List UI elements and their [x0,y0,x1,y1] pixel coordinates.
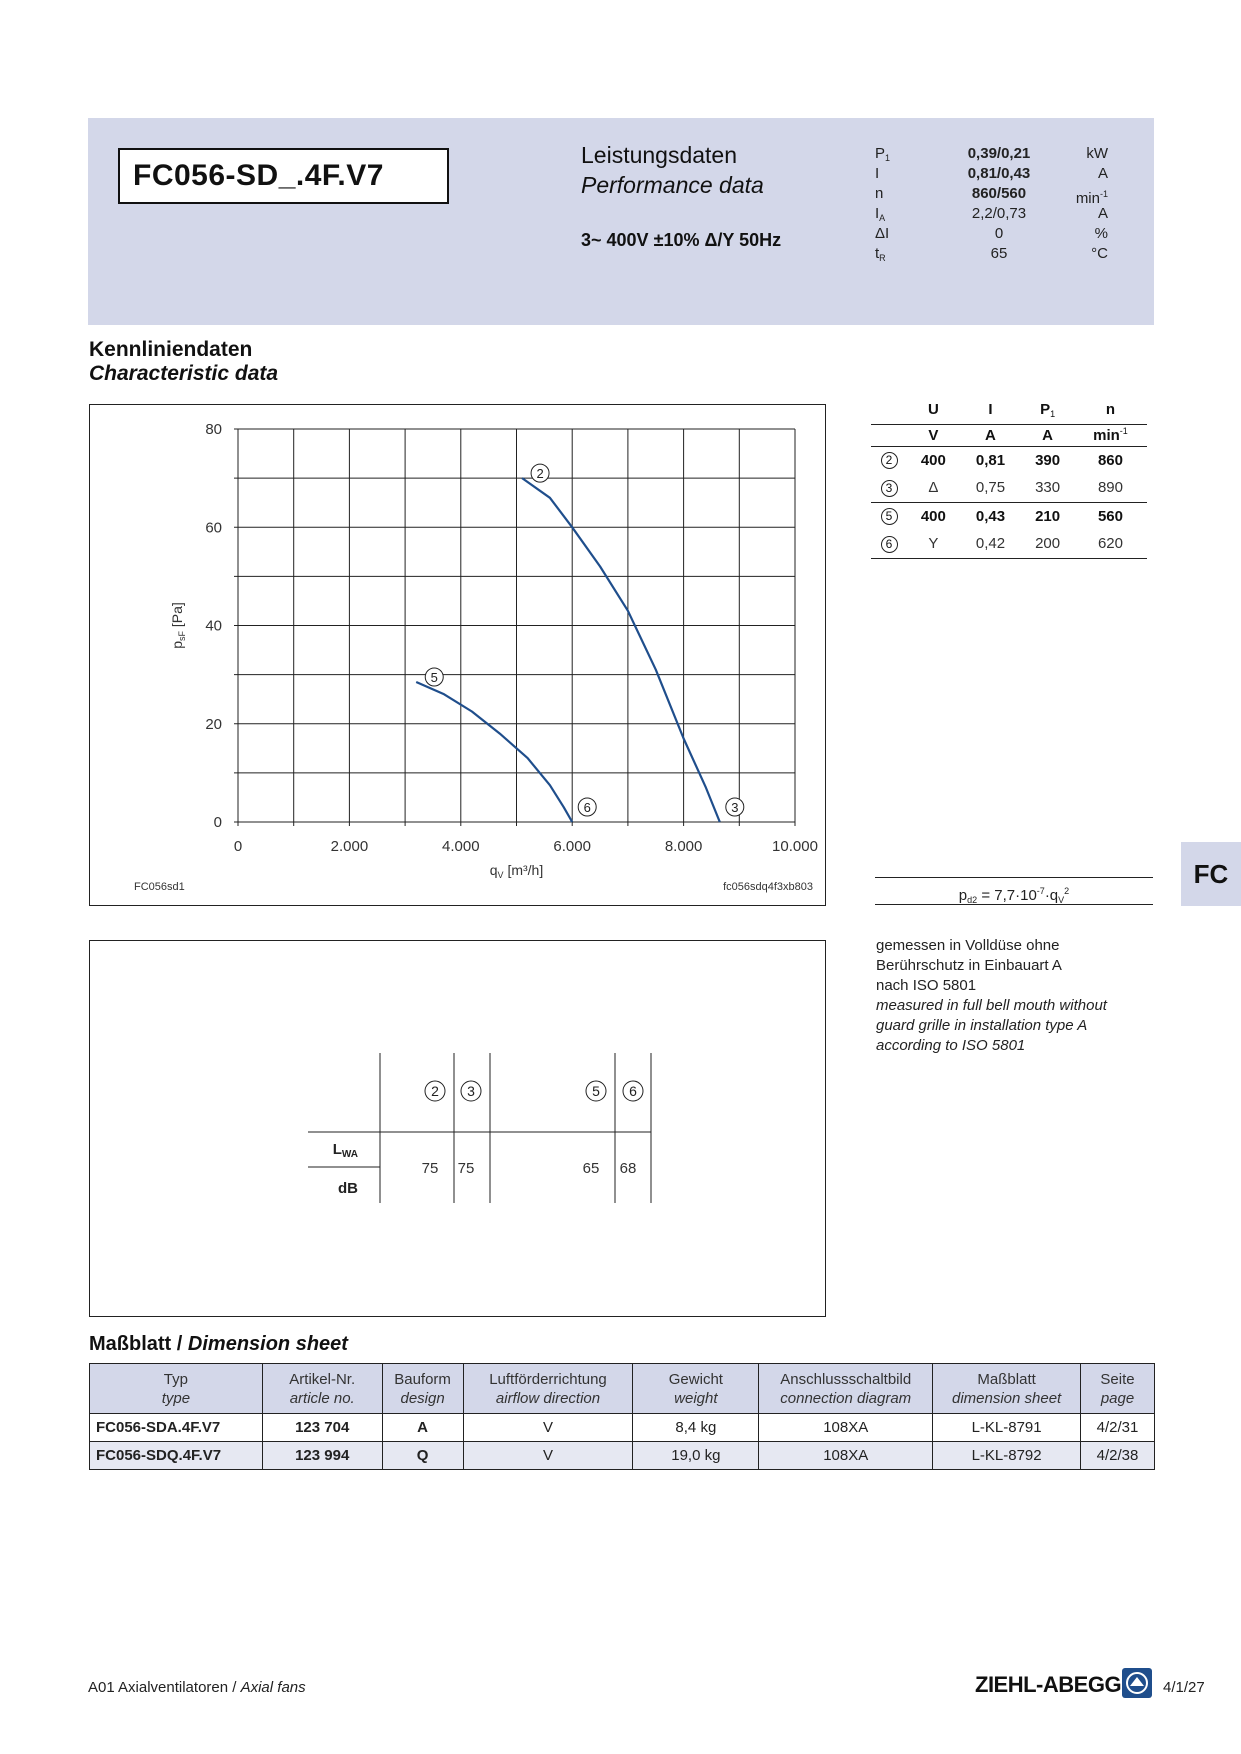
dimension-row[interactable] [90,1414,1155,1442]
curve-marker [531,464,549,482]
spec-unit: kW [1086,145,1108,162]
curve-marker-label: 5 [430,669,438,685]
char-table-row [871,474,1147,502]
fan-curve-line [416,682,572,822]
dimension-cell: L-KL-8792 [933,1442,1081,1470]
dimension-header-cell: Artikel-Nr. article no. [262,1364,382,1414]
char-cell-u: Δ [907,474,960,502]
char-table-row [871,446,1147,474]
char-cell-p: 210 [1035,507,1061,525]
dimension-title-de: Maßblatt / [89,1333,183,1355]
dimension-cell: Q [382,1442,463,1470]
char-unit-cell: A [960,424,1022,446]
char-table-row [871,502,1147,530]
dimension-cell: 108XA [759,1442,933,1470]
spec-unit: A [1097,205,1108,222]
spec-value: 0,39/0,21 [967,145,1031,162]
y-tick-label: 40 [205,617,222,635]
dimension-cell: 123 994 [262,1442,382,1470]
dimension-table-wrap [89,1363,1155,1470]
char-cell-u: 400 [920,507,946,525]
char-cell-i: 0,42 [960,530,1022,558]
dimension-cell: 4/2/38 [1081,1442,1155,1470]
note-line: nach ISO 5801 [876,977,977,994]
spec-value: 2,2/0,73 [971,205,1027,222]
characteristic-table-wrap [871,396,1147,559]
y-tick-label: 20 [205,715,222,733]
model-title: FC056-SD_.4F.V7 [118,148,449,204]
dimension-cell: 8,4 kg [633,1414,759,1442]
char-row-mark: 2 [871,446,907,474]
chart-left-label: FC056sd1 [134,881,185,893]
dimension-header-cell: Typ type [90,1364,263,1414]
dimension-cell: 123 704 [262,1414,382,1442]
dimension-header-cell: Seite page [1081,1364,1155,1414]
noise-value: 75 [421,1160,439,1177]
spec-value: 65 [990,245,1008,262]
char-row-mark: 5 [871,502,907,530]
char-cell-u: 400 [920,451,946,469]
chart-right-label: fc056sdq4f3xb803 [723,881,813,893]
char-cell-n: 860 [1097,451,1123,469]
fan-curve-line [522,478,720,822]
spec-unit: °C [1091,245,1108,262]
dimension-header-cell: Maßblatt dimension sheet [933,1364,1081,1414]
char-unit-cell: A [1021,424,1074,446]
noise-marker-label: 5 [592,1083,600,1099]
char-cell-i: 0,43 [975,507,1006,525]
char-row-mark: 3 [871,474,907,502]
footer-category-en: Axial fans [240,1679,306,1696]
char-cell-n: 620 [1074,530,1147,558]
x-tick-label: 2.000 [330,838,369,855]
dimension-cell: 4/2/31 [1081,1414,1155,1442]
spec-value: 860/560 [971,185,1027,202]
x-tick-label: 10.000 [772,838,818,855]
char-cell-n: 560 [1097,507,1123,525]
note-line: measured in full bell mouth without [876,997,1107,1014]
spec-unit: % [1094,225,1108,242]
dimension-cell: V [463,1414,633,1442]
spec-unit: $\min^{-1}$ [1075,189,1108,207]
noise-marker-label: 2 [431,1083,439,1099]
characteristic-heading [89,338,278,386]
char-header-cell: U [927,401,939,419]
x-tick-label: 0 [233,838,243,855]
noise-value: 68 [619,1160,637,1177]
y-tick-label: 80 [205,421,222,438]
noise-label: $L_{WA}$ [332,1141,358,1160]
dimension-cell: A [382,1414,463,1442]
spec-value: 0,81/0,43 [967,165,1031,182]
dimension-header-cell: Luftförderrichtung airflow direction [463,1364,633,1414]
dimension-cell: L-KL-8791 [933,1414,1081,1442]
spec-value: 0 [994,225,1004,242]
spec-symbol: n [875,185,884,202]
char-header-cell: I [988,401,993,419]
characteristic-title-de: Kennliniendaten [89,338,253,361]
measurement-note [876,936,1166,1056]
dimension-header-row [90,1364,1155,1414]
curve-marker [578,798,596,816]
char-unit-cell: $\min^{-1}$ [1074,424,1147,446]
note-line: according to ISO 5801 [876,1037,1026,1054]
spec-symbol: $t_R$ [875,245,886,263]
curve-marker [425,668,443,686]
char-table-header [871,396,1147,424]
curve-marker-label: 6 [583,800,591,815]
spec-units [1060,144,1108,264]
spec-unit: A [1097,165,1108,182]
noise-frame [89,940,826,1317]
characteristic-table [871,396,1147,559]
brand-logo-icon [1122,1668,1152,1698]
dimension-header-cell: Bauform design [382,1364,463,1414]
dimension-heading [89,1333,348,1356]
dimension-header-cell: Gewicht weight [633,1364,759,1414]
note-line: Berührschutz in Einbauart A [876,957,1062,974]
x-axis-label: $q_V$ [m³/h] [489,862,544,880]
voltage-rating: 3~ 400V ±10% Δ/Y 50Hz [581,230,782,250]
char-cell-u: Y [907,530,960,558]
footer-category-de: A01 Axialventilatoren / [88,1679,241,1696]
char-cell-i: 0,81 [975,451,1006,469]
char-header-blank [871,396,907,424]
char-cell-p: 330 [1021,474,1074,502]
dimension-table [89,1363,1155,1470]
char-row-mark: 6 [871,530,907,558]
noise-table [90,941,825,1316]
char-cell-p: 390 [1035,451,1061,469]
dimension-row[interactable] [90,1442,1155,1470]
fan-curve-chart [90,405,825,905]
char-cell-p: 200 [1021,530,1074,558]
char-cell-n: 890 [1074,474,1147,502]
spec-symbol: ΔI [875,225,890,242]
dimension-cell: 108XA [759,1414,933,1442]
noise-marker-label: 3 [467,1083,475,1099]
dimension-cell: V [463,1442,633,1470]
char-header-cell: $P_1$ [1040,400,1056,419]
noise-marker-label: 6 [629,1083,637,1099]
char-unit-cell: V [907,424,960,446]
char-header-cell: n [1105,401,1116,419]
chart-frame [89,404,826,906]
dimension-cell: FC056-SDA.4F.V7 [90,1414,263,1442]
y-tick-label: 60 [205,519,222,537]
spec-symbol: I [875,165,880,182]
curve-marker-label: 3 [731,800,739,815]
char-table-units [871,424,1147,446]
curve-marker-label: 2 [536,466,544,482]
spec-symbols [875,144,915,264]
note-line: guard grille in installation type A [876,1017,1088,1034]
y-tick-label: 0 [213,814,222,831]
curve-marker [726,798,744,816]
spec-values [950,144,1048,264]
dimension-title-en: Dimension sheet [187,1333,348,1355]
char-cell-i: 0,75 [960,474,1022,502]
footer-category [88,1679,306,1696]
x-tick-label: 4.000 [442,838,480,855]
noise-value: 65 [582,1160,600,1177]
x-tick-label: 6.000 [553,838,591,855]
spec-symbol: $I_A$ [875,205,886,223]
formula: $p_{d2} = 7,7\cdot 10^{-7}\cdot q_V^2$ [875,877,1153,905]
char-table-row [871,530,1147,558]
noise-value: 75 [457,1160,475,1177]
page-number: 4/1/27 [1163,1679,1205,1696]
x-tick-label: 8.000 [664,838,703,855]
note-line: gemessen in Volldüse ohne [876,937,1060,954]
dimension-cell: FC056-SDQ.4F.V7 [90,1442,263,1470]
char-unit-blank [871,424,907,446]
performance-title-de: Leistungsdaten [581,142,738,168]
y-axis-label: $p_{sF}$ [Pa] [169,602,187,649]
performance-title-en: Performance data [581,172,764,198]
spec-symbol: $P_1$ [875,145,891,163]
dimension-cell: 19,0 kg [633,1442,759,1470]
brand-logo-text: ZIEHL-ABEGG [975,1672,1122,1697]
section-tab-fc[interactable]: FC [1181,842,1241,906]
noise-unit: dB [338,1180,358,1197]
characteristic-title-en: Characteristic data [89,362,279,385]
dimension-header-cell: Anschlussschaltbild connection diagram [759,1364,933,1414]
